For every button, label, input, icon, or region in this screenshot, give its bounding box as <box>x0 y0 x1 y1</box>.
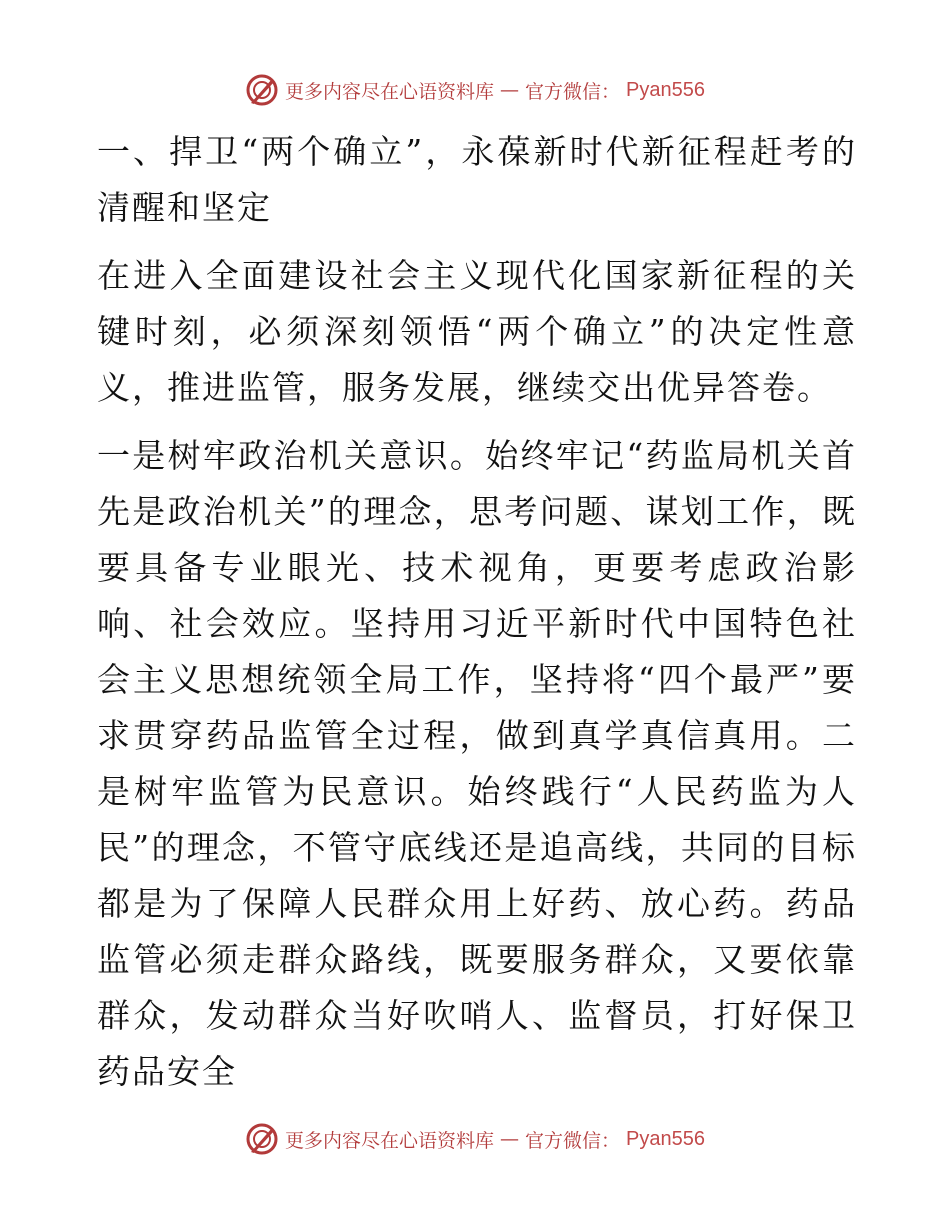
section-heading: 一、捍卫“两个确立”，永葆新时代新征程赶考的清醒和坚定 <box>97 132 857 227</box>
watermark-label: 官方微信： <box>525 80 621 103</box>
watermark-label: 官方微信： <box>525 1129 621 1152</box>
paragraph-intro: 在进入全面建设社会主义现代化国家新征程的关键时刻，必须深刻领悟“两个确立”的决定性意义，推进监管，服务发展，继续交出优异答卷。 <box>97 256 857 407</box>
watermark-separator: — <box>500 79 520 101</box>
document-body <box>97 124 857 1100</box>
paragraph-main: 一是树牢政治机关意识。始终牢记“药监局机关首先是政治机关”的理念，思考问题、谋划工作，既要具备专业眼光、技术视角，更要考虑政治影响、社会效应。坚持用习近平新时代中国特色社会主义思想统领全局工作，坚持将“四个最严”要求贯穿药品监管全过程，做到真学真信真用。二是树牢监管为民意识。始终践行“人民药监为人民”的理念，不管守底线还是追高线，共同的目标都是为了保障人民群众用上好药、放心药。药品监管必须走群众路线，既要服务群众，又要依靠群众，发动群众当好吹哨人、监督员，打好保卫药品安全 <box>97 436 857 1091</box>
watermark-account: Pyan556 <box>626 78 705 101</box>
watermark-account: Pyan556 <box>626 1127 705 1150</box>
watermark-text: 更多内容尽在心语资料库 <box>285 1129 495 1152</box>
quill-seal-icon <box>245 1122 279 1156</box>
watermark-separator: — <box>500 1128 520 1150</box>
watermark-banner-bottom <box>0 1117 950 1161</box>
quill-seal-icon <box>245 73 279 107</box>
watermark-banner-top <box>0 68 950 112</box>
watermark-text: 更多内容尽在心语资料库 <box>285 80 495 103</box>
